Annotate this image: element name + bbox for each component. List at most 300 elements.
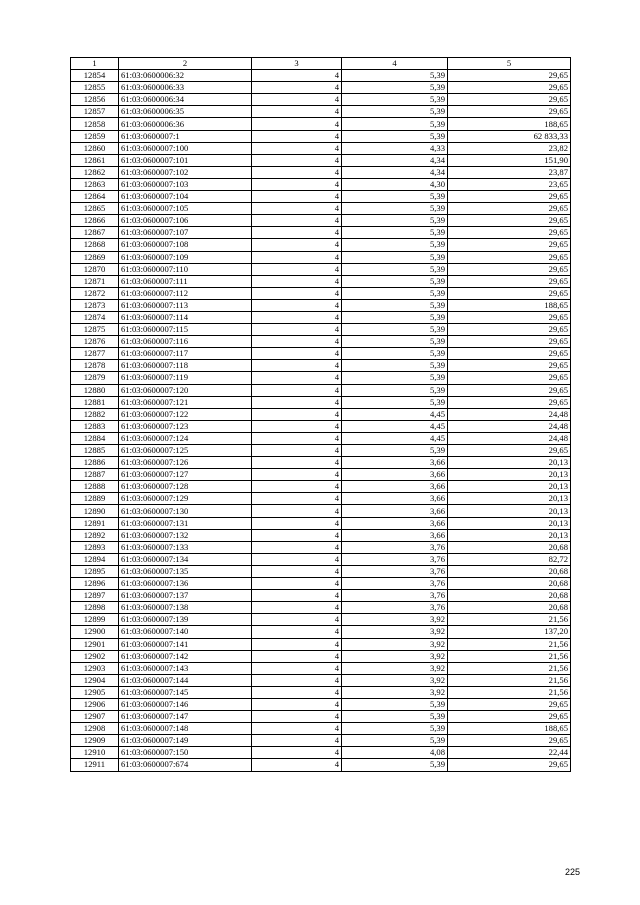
row-number-cell: 12859 [71,130,119,142]
table-row [71,481,571,493]
row-number-cell: 12886 [71,457,119,469]
cadastral-number-cell: 61:03:0600007:131 [119,517,252,529]
cadastral-number-cell: 61:03:0600007:116 [119,336,252,348]
column-3-cell: 4 [252,493,342,505]
column-3-cell: 4 [252,445,342,457]
table-row [71,590,571,602]
row-number-cell: 12901 [71,638,119,650]
cadastral-number-cell: 61:03:0600007:674 [119,759,252,771]
table-row [71,493,571,505]
row-number-cell: 12895 [71,565,119,577]
table-row [71,432,571,444]
column-4-cell: 5,39 [342,396,448,408]
column-4-cell: 5,39 [342,372,448,384]
column-3-cell: 4 [252,432,342,444]
cadastral-number-cell: 61:03:0600007:112 [119,287,252,299]
column-4-cell: 3,66 [342,469,448,481]
row-number-cell: 12894 [71,553,119,565]
column-3-cell: 4 [252,481,342,493]
row-number-cell: 12906 [71,698,119,710]
column-5-cell: 24,48 [448,408,571,420]
column-5-cell: 29,65 [448,287,571,299]
column-3-cell: 4 [252,578,342,590]
row-number-cell: 12864 [71,191,119,203]
cadastral-number-cell: 61:03:0600007:103 [119,178,252,190]
cadastral-number-cell: 61:03:0600007:138 [119,602,252,614]
column-4-cell: 5,39 [342,106,448,118]
table-row [71,614,571,626]
cadastral-number-cell: 61:03:0600007:129 [119,493,252,505]
row-number-cell: 12871 [71,275,119,287]
row-number-cell: 12892 [71,529,119,541]
column-4-cell: 3,92 [342,626,448,638]
column-3-cell: 4 [252,287,342,299]
column-4-cell: 4,33 [342,142,448,154]
column-5-cell: 20,68 [448,590,571,602]
table-row [71,287,571,299]
column-4-cell: 5,39 [342,348,448,360]
cadastral-number-cell: 61:03:0600006:33 [119,82,252,94]
table-row [71,191,571,203]
row-number-cell: 12870 [71,263,119,275]
column-5-cell: 21,56 [448,686,571,698]
column-3-cell: 4 [252,602,342,614]
row-number-cell: 12897 [71,590,119,602]
column-3-cell: 4 [252,384,342,396]
row-number-cell: 12905 [71,686,119,698]
cadastral-number-cell: 61:03:0600007:143 [119,662,252,674]
column-header-3: 3 [252,58,342,70]
column-5-cell: 29,65 [448,94,571,106]
column-3-cell: 4 [252,662,342,674]
cadastral-number-cell: 61:03:0600007:123 [119,420,252,432]
column-5-cell: 29,65 [448,215,571,227]
column-5-cell: 20,68 [448,602,571,614]
table-row [71,457,571,469]
table-row [71,178,571,190]
column-4-cell: 5,39 [342,203,448,215]
row-number-cell: 12896 [71,578,119,590]
column-3-cell: 4 [252,311,342,323]
column-5-cell: 82,72 [448,553,571,565]
cadastral-number-cell: 61:03:0600007:144 [119,674,252,686]
column-4-cell: 5,39 [342,82,448,94]
column-5-cell: 20,13 [448,481,571,493]
column-5-cell: 20,13 [448,457,571,469]
table-row [71,445,571,457]
column-3-cell: 4 [252,324,342,336]
column-5-cell: 29,65 [448,311,571,323]
row-number-cell: 12881 [71,396,119,408]
table-row [71,130,571,142]
row-number-cell: 12875 [71,324,119,336]
cadastral-number-cell: 61:03:0600007:124 [119,432,252,444]
row-number-cell: 12869 [71,251,119,263]
row-number-cell: 12907 [71,711,119,723]
row-number-cell: 12883 [71,420,119,432]
column-3-cell: 4 [252,215,342,227]
column-4-cell: 5,39 [342,118,448,130]
row-number-cell: 12858 [71,118,119,130]
column-5-cell: 188,65 [448,118,571,130]
column-5-cell: 23,65 [448,178,571,190]
column-header-5: 5 [448,58,571,70]
table-row [71,565,571,577]
column-4-cell: 3,92 [342,638,448,650]
row-number-cell: 12854 [71,70,119,82]
column-header-2: 2 [119,58,252,70]
column-3-cell: 4 [252,142,342,154]
table-row [71,336,571,348]
column-4-cell: 3,66 [342,493,448,505]
row-number-cell: 12866 [71,215,119,227]
cadastral-number-cell: 61:03:0600007:105 [119,203,252,215]
column-3-cell: 4 [252,686,342,698]
column-4-cell: 3,76 [342,565,448,577]
cadastral-number-cell: 61:03:0600007:126 [119,457,252,469]
column-4-cell: 3,92 [342,662,448,674]
row-number-cell: 12884 [71,432,119,444]
column-3-cell: 4 [252,565,342,577]
cadastral-number-cell: 61:03:0600007:110 [119,263,252,275]
column-5-cell: 137,20 [448,626,571,638]
column-5-cell: 29,65 [448,275,571,287]
cadastral-number-cell: 61:03:0600007:133 [119,541,252,553]
column-3-cell: 4 [252,191,342,203]
column-5-cell: 29,65 [448,203,571,215]
row-number-cell: 12862 [71,166,119,178]
cadastral-number-cell: 61:03:0600007:115 [119,324,252,336]
row-number-cell: 12861 [71,154,119,166]
cadastral-number-cell: 61:03:0600007:111 [119,275,252,287]
row-number-cell: 12885 [71,445,119,457]
table-row [71,638,571,650]
row-number-cell: 12876 [71,336,119,348]
cadastral-number-cell: 61:03:0600007:121 [119,396,252,408]
column-4-cell: 5,39 [342,287,448,299]
cadastral-number-cell: 61:03:0600007:128 [119,481,252,493]
column-3-cell: 4 [252,674,342,686]
table-row [71,275,571,287]
row-number-cell: 12890 [71,505,119,517]
cadastral-number-cell: 61:03:0600006:35 [119,106,252,118]
column-5-cell: 29,65 [448,698,571,710]
cadastral-number-cell: 61:03:0600007:120 [119,384,252,396]
column-4-cell: 4,45 [342,432,448,444]
cadastral-number-cell: 61:03:0600007:130 [119,505,252,517]
table-row [71,686,571,698]
row-number-cell: 12880 [71,384,119,396]
column-3-cell: 4 [252,227,342,239]
column-5-cell: 24,48 [448,420,571,432]
column-4-cell: 5,39 [342,711,448,723]
column-3-cell: 4 [252,505,342,517]
column-4-cell: 4,34 [342,154,448,166]
column-5-cell: 20,13 [448,469,571,481]
column-4-cell: 4,45 [342,420,448,432]
column-4-cell: 3,76 [342,602,448,614]
cadastral-number-cell: 61:03:0600007:101 [119,154,252,166]
cadastral-number-cell: 61:03:0600007:108 [119,239,252,251]
row-number-cell: 12856 [71,94,119,106]
row-number-cell: 12873 [71,299,119,311]
column-5-cell: 20,68 [448,541,571,553]
table-row [71,166,571,178]
column-5-cell: 29,65 [448,384,571,396]
row-number-cell: 12899 [71,614,119,626]
column-5-cell: 23,87 [448,166,571,178]
table-row [71,735,571,747]
column-3-cell: 4 [252,94,342,106]
row-number-cell: 12882 [71,408,119,420]
row-number-cell: 12898 [71,602,119,614]
column-4-cell: 5,39 [342,698,448,710]
table-row [71,82,571,94]
cadastral-number-cell: 61:03:0600007:149 [119,735,252,747]
column-5-cell: 29,65 [448,324,571,336]
table-row [71,384,571,396]
column-5-cell: 29,65 [448,445,571,457]
column-5-cell: 29,65 [448,251,571,263]
column-3-cell: 4 [252,759,342,771]
table-row [71,505,571,517]
row-number-cell: 12860 [71,142,119,154]
column-3-cell: 4 [252,626,342,638]
column-5-cell: 29,65 [448,82,571,94]
column-3-cell: 4 [252,251,342,263]
cadastral-number-cell: 61:03:0600007:122 [119,408,252,420]
row-number-cell: 12872 [71,287,119,299]
column-3-cell: 4 [252,747,342,759]
table-row [71,420,571,432]
table-row [71,299,571,311]
column-3-cell: 4 [252,711,342,723]
table-row [71,698,571,710]
column-4-cell: 3,66 [342,505,448,517]
cadastral-number-cell: 61:03:0600007:125 [119,445,252,457]
column-3-cell: 4 [252,723,342,735]
table-row [71,239,571,251]
column-4-cell: 5,39 [342,70,448,82]
column-5-cell: 20,13 [448,529,571,541]
cadastral-number-cell: 61:03:0600007:147 [119,711,252,723]
cadastral-number-cell: 61:03:0600007:136 [119,578,252,590]
column-4-cell: 3,76 [342,578,448,590]
row-number-cell: 12874 [71,311,119,323]
cadastral-number-cell: 61:03:0600007:140 [119,626,252,638]
cadastral-number-cell: 61:03:0600007:142 [119,650,252,662]
column-3-cell: 4 [252,638,342,650]
table-row [71,469,571,481]
column-5-cell: 20,68 [448,565,571,577]
column-5-cell: 29,65 [448,70,571,82]
column-3-cell: 4 [252,420,342,432]
column-5-cell: 62 833,33 [448,130,571,142]
row-number-cell: 12879 [71,372,119,384]
column-4-cell: 5,39 [342,384,448,396]
column-3-cell: 4 [252,348,342,360]
column-3-cell: 4 [252,360,342,372]
column-5-cell: 29,65 [448,360,571,372]
cadastral-number-cell: 61:03:0600007:100 [119,142,252,154]
column-5-cell: 21,56 [448,662,571,674]
row-number-cell: 12865 [71,203,119,215]
table-row [71,263,571,275]
table-row [71,541,571,553]
column-4-cell: 4,45 [342,408,448,420]
column-4-cell: 3,92 [342,614,448,626]
column-4-cell: 5,39 [342,191,448,203]
row-number-cell: 12910 [71,747,119,759]
column-3-cell: 4 [252,178,342,190]
column-3-cell: 4 [252,541,342,553]
cadastral-number-cell: 61:03:0600007:114 [119,311,252,323]
column-3-cell: 4 [252,239,342,251]
row-number-cell: 12893 [71,541,119,553]
row-number-cell: 12863 [71,178,119,190]
column-3-cell: 4 [252,336,342,348]
table-row [71,578,571,590]
column-4-cell: 4,30 [342,178,448,190]
table-row [71,372,571,384]
data-table [70,57,571,772]
cadastral-number-cell: 61:03:0600007:104 [119,191,252,203]
cadastral-number-cell: 61:03:0600007:132 [119,529,252,541]
column-3-cell: 4 [252,372,342,384]
table-row [71,203,571,215]
column-3-cell: 4 [252,154,342,166]
column-3-cell: 4 [252,408,342,420]
table-row [71,650,571,662]
column-5-cell: 29,65 [448,372,571,384]
column-header-4: 4 [342,58,448,70]
column-4-cell: 3,92 [342,674,448,686]
row-number-cell: 12911 [71,759,119,771]
cadastral-number-cell: 61:03:0600007:137 [119,590,252,602]
column-5-cell: 20,68 [448,578,571,590]
column-5-cell: 188,65 [448,723,571,735]
row-number-cell: 12887 [71,469,119,481]
row-number-cell: 12889 [71,493,119,505]
cadastral-number-cell: 61:03:0600006:36 [119,118,252,130]
table-row [71,662,571,674]
row-number-cell: 12888 [71,481,119,493]
column-3-cell: 4 [252,203,342,215]
cadastral-number-cell: 61:03:0600007:118 [119,360,252,372]
column-4-cell: 3,92 [342,686,448,698]
column-3-cell: 4 [252,529,342,541]
column-3-cell: 4 [252,166,342,178]
column-4-cell: 3,76 [342,541,448,553]
cadastral-number-cell: 61:03:0600007:117 [119,348,252,360]
column-4-cell: 5,39 [342,239,448,251]
table-row [71,118,571,130]
column-3-cell: 4 [252,469,342,481]
column-4-cell: 3,66 [342,457,448,469]
column-5-cell: 29,65 [448,711,571,723]
cadastral-number-cell: 61:03:0600007:127 [119,469,252,481]
row-number-cell: 12868 [71,239,119,251]
column-5-cell: 21,56 [448,614,571,626]
column-3-cell: 4 [252,396,342,408]
column-4-cell: 5,39 [342,130,448,142]
column-5-cell: 20,13 [448,493,571,505]
table-row [71,142,571,154]
column-5-cell: 151,90 [448,154,571,166]
column-5-cell: 29,65 [448,735,571,747]
table-row [71,408,571,420]
column-4-cell: 3,76 [342,553,448,565]
column-4-cell: 5,39 [342,336,448,348]
table-body [71,70,571,771]
cadastral-number-cell: 61:03:0600007:139 [119,614,252,626]
cadastral-number-cell: 61:03:0600007:150 [119,747,252,759]
column-5-cell: 29,65 [448,348,571,360]
column-5-cell: 29,65 [448,396,571,408]
column-4-cell: 5,39 [342,94,448,106]
column-3-cell: 4 [252,70,342,82]
table-row [71,324,571,336]
table-row [71,251,571,263]
column-4-cell: 4,34 [342,166,448,178]
table-row [71,674,571,686]
column-3-cell: 4 [252,614,342,626]
column-5-cell: 24,48 [448,432,571,444]
column-3-cell: 4 [252,275,342,287]
column-3-cell: 4 [252,650,342,662]
cadastral-number-cell: 61:03:0600007:113 [119,299,252,311]
cadastral-number-cell: 61:03:0600006:32 [119,70,252,82]
column-3-cell: 4 [252,590,342,602]
column-5-cell: 29,65 [448,263,571,275]
cadastral-number-cell: 61:03:0600007:107 [119,227,252,239]
column-4-cell: 3,92 [342,650,448,662]
cadastral-number-cell: 61:03:0600007:134 [119,553,252,565]
row-number-cell: 12891 [71,517,119,529]
column-3-cell: 4 [252,82,342,94]
row-number-cell: 12908 [71,723,119,735]
column-5-cell: 29,65 [448,239,571,251]
column-4-cell: 5,39 [342,275,448,287]
table-row [71,626,571,638]
column-5-cell: 22,44 [448,747,571,759]
column-4-cell: 5,39 [342,759,448,771]
table-row [71,396,571,408]
column-4-cell: 5,39 [342,735,448,747]
cadastral-number-cell: 61:03:0600006:34 [119,94,252,106]
table-row [71,348,571,360]
row-number-cell: 12900 [71,626,119,638]
cadastral-number-cell: 61:03:0600007:145 [119,686,252,698]
column-3-cell: 4 [252,553,342,565]
column-4-cell: 5,39 [342,299,448,311]
column-3-cell: 4 [252,130,342,142]
cadastral-number-cell: 61:03:0600007:146 [119,698,252,710]
cadastral-number-cell: 61:03:0600007:102 [119,166,252,178]
column-3-cell: 4 [252,698,342,710]
row-number-cell: 12857 [71,106,119,118]
column-5-cell: 188,65 [448,299,571,311]
column-3-cell: 4 [252,457,342,469]
column-5-cell: 21,56 [448,638,571,650]
column-3-cell: 4 [252,106,342,118]
header-row [71,58,571,70]
column-4-cell: 3,76 [342,590,448,602]
table-row [71,70,571,82]
column-5-cell: 23,82 [448,142,571,154]
column-4-cell: 5,39 [342,215,448,227]
cadastral-number-cell: 61:03:0600007:141 [119,638,252,650]
